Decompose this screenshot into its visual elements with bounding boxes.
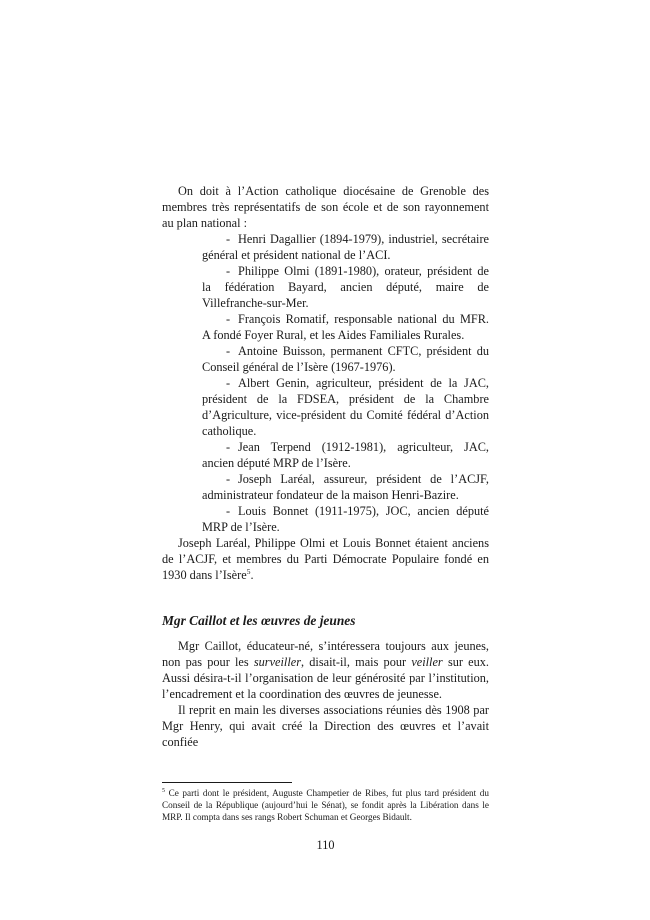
- section-paragraph-2: Il reprit en main les diverses associations réunies dès 1908 par Mgr Henry, qui avait créé la Direction des œuvres et l’avait confiée: [162, 703, 489, 749]
- section-heading: Mgr Caillot et les œuvres de jeunes: [162, 613, 356, 628]
- conclusion-paragraph: Joseph Laréal, Philippe Olmi et Louis Bonnet étaient anciens de l’ACJF, et membres du Parti Démocrate Populaire fondé en 1930 dans l’Isère$^5$.: [162, 536, 489, 582]
- intro-paragraph: On doit à l’Action catholique diocésaine de Grenoble des membres très représentatifs de son école et de son rayonnement au plan national :: [162, 184, 489, 230]
- list-item: - Louis Bonnet (1911-1975), JOC, ancien député MRP de l’Isère.: [202, 504, 489, 534]
- list-item: - Joseph Laréal, assureur, président de l’ACJF, administrateur fondateur de la maison Henri-Bazire.: [202, 472, 489, 502]
- page-number: 110: [316, 838, 335, 852]
- member-list: [202, 231, 489, 535]
- list-item: - Henri Dagallier (1894-1979), industriel, secrétaire général et président national de l’ACI.: [202, 232, 489, 262]
- list-item: - Philippe Olmi (1891-1980), orateur, président de la fédération Bayard, ancien député, maire de Villefranche-sur-Mer.: [202, 264, 489, 310]
- footnote-mark: 5: [162, 787, 165, 794]
- list-item: - Jean Terpend (1912-1981), agriculteur, JAC, ancien député MRP de l’Isère.: [202, 440, 489, 470]
- list-item: - Albert Genin, agriculteur, président de la JAC, président de la FDSEA, président de la Chambre d’Agriculture, vice-président du Comité fédéral d’Action catholique.: [202, 376, 489, 438]
- footnote-reference[interactable]: 5: [246, 566, 251, 576]
- list-item: - Antoine Buisson, permanent CFTC, président du Conseil général de l’Isère (1967-1976).: [202, 344, 489, 374]
- footnote: $^5$ Ce parti dont le président, Auguste Champetier de Ribes, fut plus tard président du Conseil de la République (aujourd’hui le Sénat), se fondit après la Libération dans le MRP. Il compta dans ses rangs Robert Schuman et Georges Bidault.: [162, 787, 489, 822]
- section-paragraph-1: Mgr Caillot, éducateur-né, s’intéressera toujours aux jeunes, non pas pour les surveiller, disait-il, mais pour veiller sur eux. Aussi désira-t-il l’organisation de leur générosité par l’institution, l’encadrement et la coordination des œuvres de jeunesse.: [162, 639, 490, 701]
- book-page: [162, 183, 489, 853]
- list-item: - François Romatif, responsable national du MFR. A fondé Foyer Rural, et les Aides Familiales Rurales.: [202, 312, 489, 342]
- footnote-divider: [162, 782, 292, 783]
